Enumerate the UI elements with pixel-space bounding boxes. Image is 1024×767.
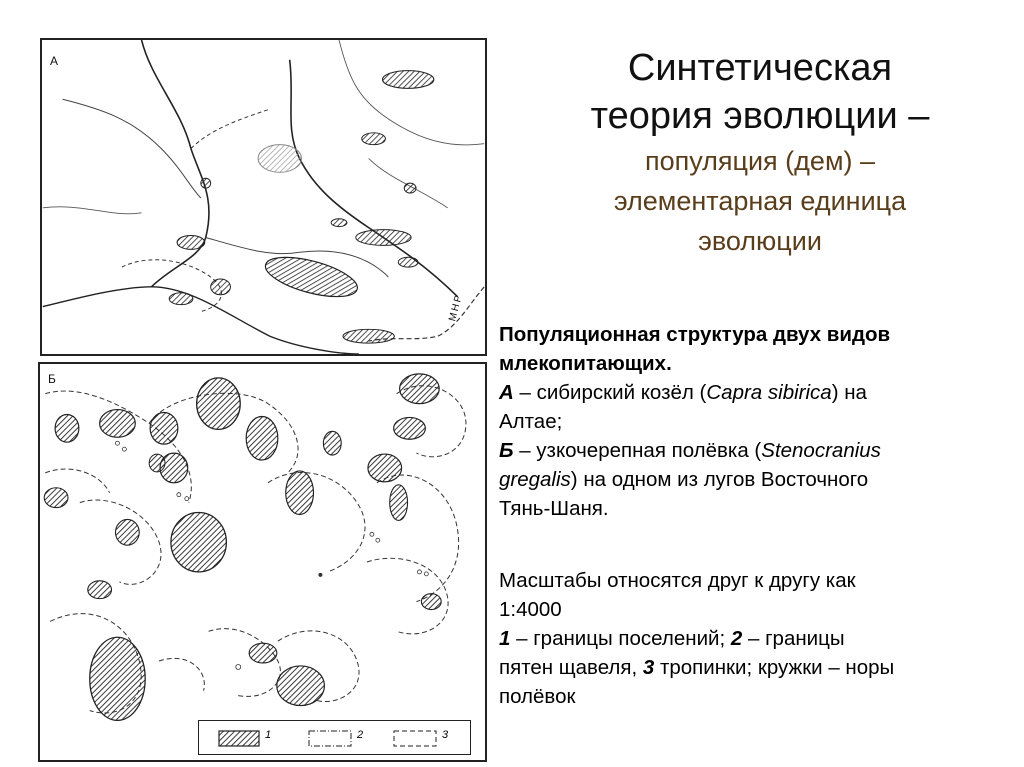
caption-num-2: 2 [730, 627, 743, 650]
caption-a-line [499, 378, 1004, 407]
caption-num-3: 3 [642, 656, 655, 679]
legend-symbols [199, 721, 472, 756]
title-line-2: теория эволюции – [590, 95, 930, 137]
caption-scale-2: 1:4000 [499, 598, 562, 621]
map-a-drawing [42, 40, 485, 354]
caption-b-text-1: – узкочерепная полёвка ( [513, 439, 762, 462]
map-legend [198, 720, 471, 755]
legend-swatch-1 [219, 731, 259, 746]
caption-a-line-2: Алтае; [499, 410, 563, 433]
caption-legend-line-1 [499, 624, 1004, 653]
title-line-1: Синтетическая [627, 47, 893, 89]
caption-a-text-1: – сибирский козёл ( [513, 381, 707, 404]
caption-num-2-text: – границы [742, 627, 845, 650]
legend-num-2: 2 [357, 729, 364, 741]
map-a-label: A [50, 54, 59, 68]
caption-num-3-text: тропинки; кружки – норы [654, 656, 895, 679]
caption-num-1-text: – границы поселений; [510, 627, 731, 650]
map-a-border-label: МНР [447, 292, 466, 323]
caption-legend-line-2 [499, 653, 1004, 682]
subtitle-line-1: популяция (дем) – [644, 146, 876, 176]
subtitle-line-2: элементарная единица [613, 186, 907, 216]
legend-num-1: 1 [265, 729, 272, 741]
caption-heading-1: Популяционная структура двух видов [499, 323, 891, 346]
caption-a-letter: А [499, 381, 514, 404]
map-b-label: Б [48, 372, 56, 386]
caption-b-line-2 [499, 465, 1004, 494]
map-a-altai [40, 38, 487, 356]
caption-b-line [499, 436, 1004, 465]
caption-last-line: полёвок [499, 685, 576, 708]
caption-a-latin: Capra sibirica [706, 381, 832, 404]
legend-swatch-3 [394, 731, 436, 746]
legend-num-3: 3 [442, 729, 449, 741]
caption-b-letter: Б [499, 439, 514, 462]
caption-num-1: 1 [499, 627, 511, 650]
caption-b-line-3: Тянь-Шаня. [499, 497, 609, 520]
caption-b-text-2: ) на одном из лугов Восточного [570, 468, 869, 491]
map-b-drawing [40, 364, 485, 760]
legend-swatch-2 [309, 731, 351, 746]
caption-scale-1: Масштабы относятся друг к другу как [499, 569, 856, 592]
caption-heading-2: млекопитающих. [499, 352, 672, 375]
caption-a-text-2: ) на [831, 381, 867, 404]
caption-b-latin-1: Stenocranius [761, 439, 881, 462]
map-b-tien-shan [38, 362, 487, 762]
caption-b-latin-2: gregalis [499, 468, 571, 491]
caption-line-2a: пятен щавеля, [499, 656, 643, 679]
subtitle-line-3: эволюции [698, 226, 822, 256]
